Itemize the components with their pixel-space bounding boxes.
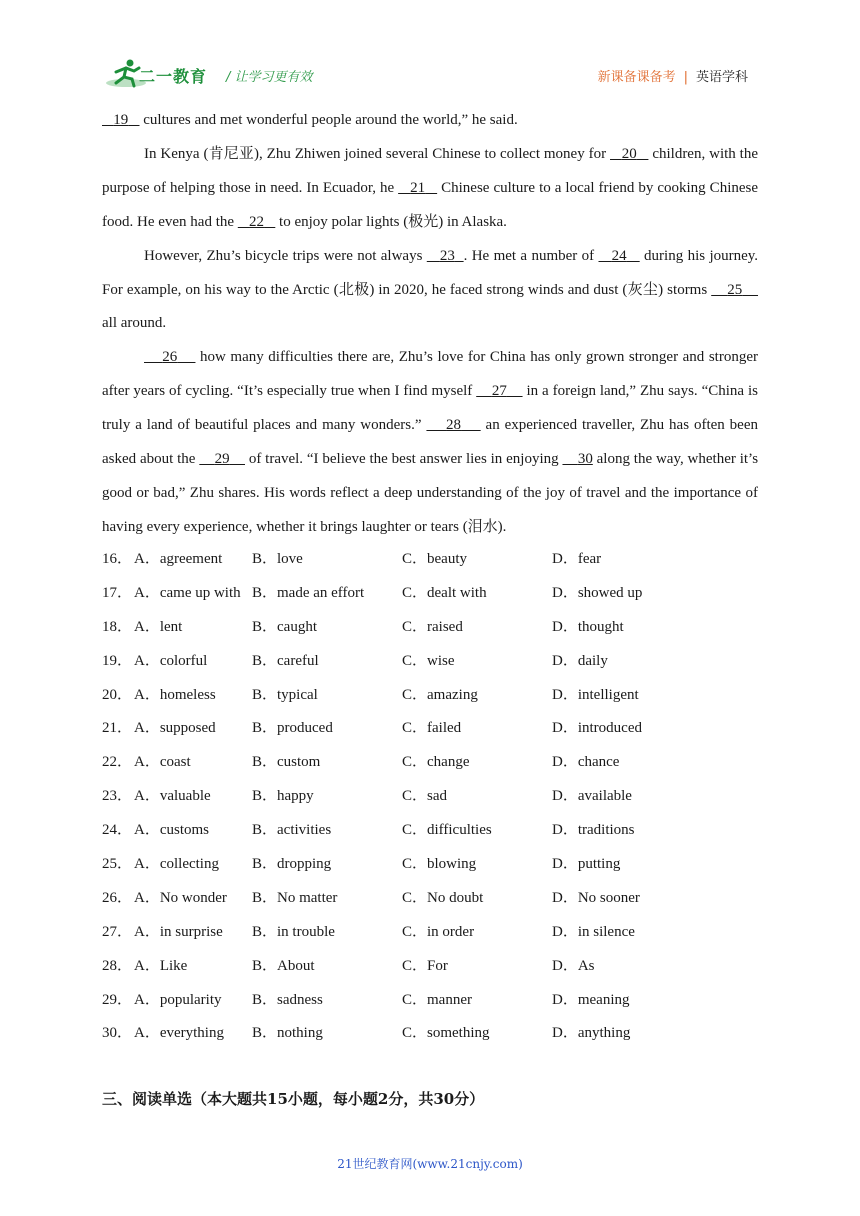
question-number: 19． bbox=[102, 652, 133, 669]
blank-28-number: 28 bbox=[446, 417, 462, 434]
option-b: B．nothing bbox=[252, 1025, 323, 1042]
question-options bbox=[102, 543, 758, 1051]
blank-22-number: 22 bbox=[249, 213, 265, 230]
option-b: B．typical bbox=[252, 686, 318, 703]
passage bbox=[102, 104, 758, 545]
blank-19 bbox=[102, 112, 113, 128]
question-row bbox=[102, 984, 758, 1018]
option-d: D．chance bbox=[552, 754, 620, 771]
option-a: A．homeless bbox=[134, 686, 216, 703]
paragraph-1-text: cultures and met wonderful people around the world,” he said. bbox=[139, 112, 518, 128]
option-a: A．in surprise bbox=[134, 923, 223, 940]
footer-source: 21世纪教育网(www.21cnjy.com) bbox=[337, 1157, 523, 1171]
option-b: B．caught bbox=[252, 618, 317, 635]
option-b: B．love bbox=[252, 551, 303, 567]
option-d: D．in silence bbox=[552, 923, 635, 940]
blank-27-number: 27 bbox=[491, 383, 507, 400]
option-c: C．difficulties bbox=[402, 822, 492, 839]
question-number: 16． bbox=[102, 551, 133, 567]
option-c: C．sad bbox=[402, 788, 448, 805]
option-b: B．dropping bbox=[252, 856, 332, 873]
option-c: C．raised bbox=[402, 618, 463, 635]
header-separator: | bbox=[683, 70, 688, 85]
blank-30-number: 30 bbox=[577, 451, 593, 468]
option-a: A．supposed bbox=[134, 720, 216, 737]
option-a: A．came up with bbox=[134, 584, 241, 601]
header-subject bbox=[598, 66, 748, 85]
question-row bbox=[102, 712, 758, 746]
question-row bbox=[102, 679, 758, 713]
question-number: 20． bbox=[102, 686, 133, 703]
option-a: A．agreement bbox=[134, 551, 223, 567]
option-d: D．fear bbox=[552, 551, 602, 567]
question-number: 21． bbox=[102, 720, 133, 737]
paragraph-4 bbox=[102, 341, 758, 544]
blank-20 bbox=[610, 146, 648, 162]
option-c: C．blowing bbox=[402, 856, 477, 873]
option-b: B．made an effort bbox=[252, 584, 365, 601]
p3-text-3: during his journey. For example, on his way to the Arctic (北极) in 2020, he faced strong winds and dust (灰尘) storms bbox=[102, 247, 759, 298]
option-b: B．happy bbox=[252, 788, 314, 805]
blank-22 bbox=[238, 214, 276, 230]
p4-text-5: along the way, whether it’s good or bad,” Zhu shares. His words reflect a deep understanding of the joy of travel and the importance of having every experience, whether it brings laughter or tears (泪水). bbox=[102, 451, 759, 535]
blank-21 bbox=[398, 180, 437, 196]
blank-23-number: 23 bbox=[439, 247, 455, 264]
option-d: D．meaning bbox=[552, 991, 630, 1008]
p4-text-2: in a foreign land,” Zhu says. “China is truly a land of beautiful places and many wonders.” bbox=[102, 383, 758, 434]
blank-25-number: 25 bbox=[727, 281, 743, 298]
option-a: A．colorful bbox=[134, 652, 208, 669]
p2-text-2: children, with the purpose of helping those in need. In Ecuador, he bbox=[102, 145, 759, 196]
option-d: D．anything bbox=[552, 1025, 631, 1042]
brand-name: 二一教育 bbox=[139, 67, 208, 86]
option-d: D．No sooner bbox=[552, 889, 640, 906]
question-row bbox=[102, 916, 758, 950]
question-row bbox=[102, 814, 758, 848]
p2-text-3: Chinese culture to a local friend by cooking Chinese food. He even had the bbox=[102, 179, 759, 230]
option-a: A．lent bbox=[134, 618, 183, 635]
blank-19-number: 19 bbox=[113, 112, 129, 128]
option-c: C．change bbox=[402, 754, 470, 771]
question-row bbox=[102, 882, 758, 916]
blank-25 bbox=[711, 282, 758, 298]
option-b: B．in trouble bbox=[252, 923, 335, 940]
p2-text-4: to enjoy polar lights (极光) in Alaska. bbox=[275, 213, 507, 230]
blank-24 bbox=[599, 248, 640, 264]
blank-24-number: 24 bbox=[611, 247, 627, 264]
paragraph-3 bbox=[102, 240, 758, 342]
option-b: B．custom bbox=[252, 754, 321, 771]
question-number: 28． bbox=[102, 957, 133, 974]
p2-text-1: In Kenya (肯尼亚), Zhu Zhiwen joined several Chinese to collect money for bbox=[144, 145, 611, 162]
blank-23 bbox=[427, 248, 464, 264]
question-number: 26． bbox=[102, 889, 133, 906]
option-c: C．wise bbox=[402, 652, 455, 669]
question-row bbox=[102, 780, 758, 814]
p3-text-1: However, Zhu’s bicycle trips were not always bbox=[144, 247, 427, 264]
blank-28 bbox=[426, 417, 480, 433]
question-number: 30． bbox=[102, 1025, 133, 1042]
option-d: D．intelligent bbox=[552, 686, 639, 703]
header-subject-label: 英语学科 bbox=[695, 70, 748, 85]
option-d: D．As bbox=[552, 957, 595, 974]
blank-21-number: 21 bbox=[410, 179, 426, 196]
option-a: A．popularity bbox=[134, 991, 222, 1008]
option-c: C．amazing bbox=[402, 686, 478, 703]
blank-26-number: 26 bbox=[162, 349, 178, 366]
paragraph-1 bbox=[102, 104, 758, 138]
p4-text-3: an experienced traveller, Zhu has often been asked about the bbox=[102, 417, 758, 468]
option-a: A．coast bbox=[134, 754, 191, 771]
option-a: A．customs bbox=[134, 822, 210, 839]
question-row bbox=[102, 543, 758, 577]
blank-29-number: 29 bbox=[214, 451, 230, 468]
header-course-label: 新课备课备考 bbox=[597, 70, 676, 85]
option-d: D．daily bbox=[552, 652, 608, 669]
blank-19-tail bbox=[128, 112, 139, 128]
option-b: B．About bbox=[252, 957, 315, 974]
option-b: B．produced bbox=[252, 720, 333, 737]
option-d: D．putting bbox=[552, 856, 621, 873]
question-number: 29． bbox=[102, 991, 133, 1008]
option-a: A．everything bbox=[134, 1025, 224, 1042]
option-c: C．For bbox=[402, 957, 448, 974]
page-header bbox=[0, 0, 860, 96]
question-row bbox=[102, 645, 758, 679]
option-c: C．dealt with bbox=[402, 584, 487, 601]
option-c: C．something bbox=[402, 1025, 490, 1042]
option-a: A．Like bbox=[134, 957, 188, 974]
question-row bbox=[102, 746, 758, 780]
p4-text-1: how many difficulties there are, Zhu’s love for China has only grown stronger and stronger after years of cycling. “It’s especially true when I find myself bbox=[102, 349, 758, 400]
question-number: 22． bbox=[102, 754, 133, 771]
blank-27 bbox=[476, 383, 522, 399]
option-b: B．activities bbox=[252, 822, 332, 839]
option-b: B．sadness bbox=[252, 991, 323, 1008]
question-number: 24． bbox=[102, 822, 133, 839]
question-number: 25． bbox=[102, 856, 133, 873]
option-d: D．available bbox=[552, 788, 632, 805]
option-d: D．traditions bbox=[552, 822, 635, 839]
blank-29 bbox=[199, 451, 245, 467]
question-row bbox=[102, 950, 758, 984]
question-number: 27． bbox=[102, 923, 133, 940]
p3-text-4: all around. bbox=[102, 315, 167, 332]
option-b: B．careful bbox=[252, 652, 319, 669]
brand-slogan: / 让学习更有效 bbox=[226, 70, 313, 85]
option-d: D．thought bbox=[552, 618, 624, 635]
p3-text-2: . He met a number of bbox=[463, 247, 599, 264]
option-c: C．failed bbox=[402, 720, 462, 737]
option-d: D．introduced bbox=[552, 720, 642, 737]
option-c: C．manner bbox=[402, 991, 472, 1008]
option-c: C．in order bbox=[402, 923, 475, 940]
question-row bbox=[102, 1017, 758, 1051]
option-b: B．No matter bbox=[252, 889, 338, 906]
option-c: C．No doubt bbox=[402, 889, 484, 906]
question-number: 23． bbox=[102, 788, 133, 805]
p4-text-4: of travel. “I believe the best answer lies in enjoying bbox=[245, 451, 563, 468]
option-d: D．showed up bbox=[552, 584, 643, 601]
option-c: C．beauty bbox=[402, 551, 467, 567]
option-a: A．valuable bbox=[134, 788, 211, 805]
option-a: A．No wonder bbox=[134, 889, 227, 906]
option-a: A．collecting bbox=[134, 856, 219, 873]
question-row bbox=[102, 577, 758, 611]
paragraph-2 bbox=[102, 138, 758, 240]
question-row bbox=[102, 848, 758, 882]
blank-30 bbox=[562, 451, 592, 467]
blank-26 bbox=[144, 349, 195, 365]
question-number: 17． bbox=[102, 584, 133, 601]
section-title: 三、阅读单选（本大题共15小题，每小题2分，共30分） bbox=[102, 1090, 485, 1108]
blank-20-number: 20 bbox=[621, 145, 637, 162]
question-row bbox=[102, 611, 758, 645]
question-number: 18． bbox=[102, 618, 133, 635]
